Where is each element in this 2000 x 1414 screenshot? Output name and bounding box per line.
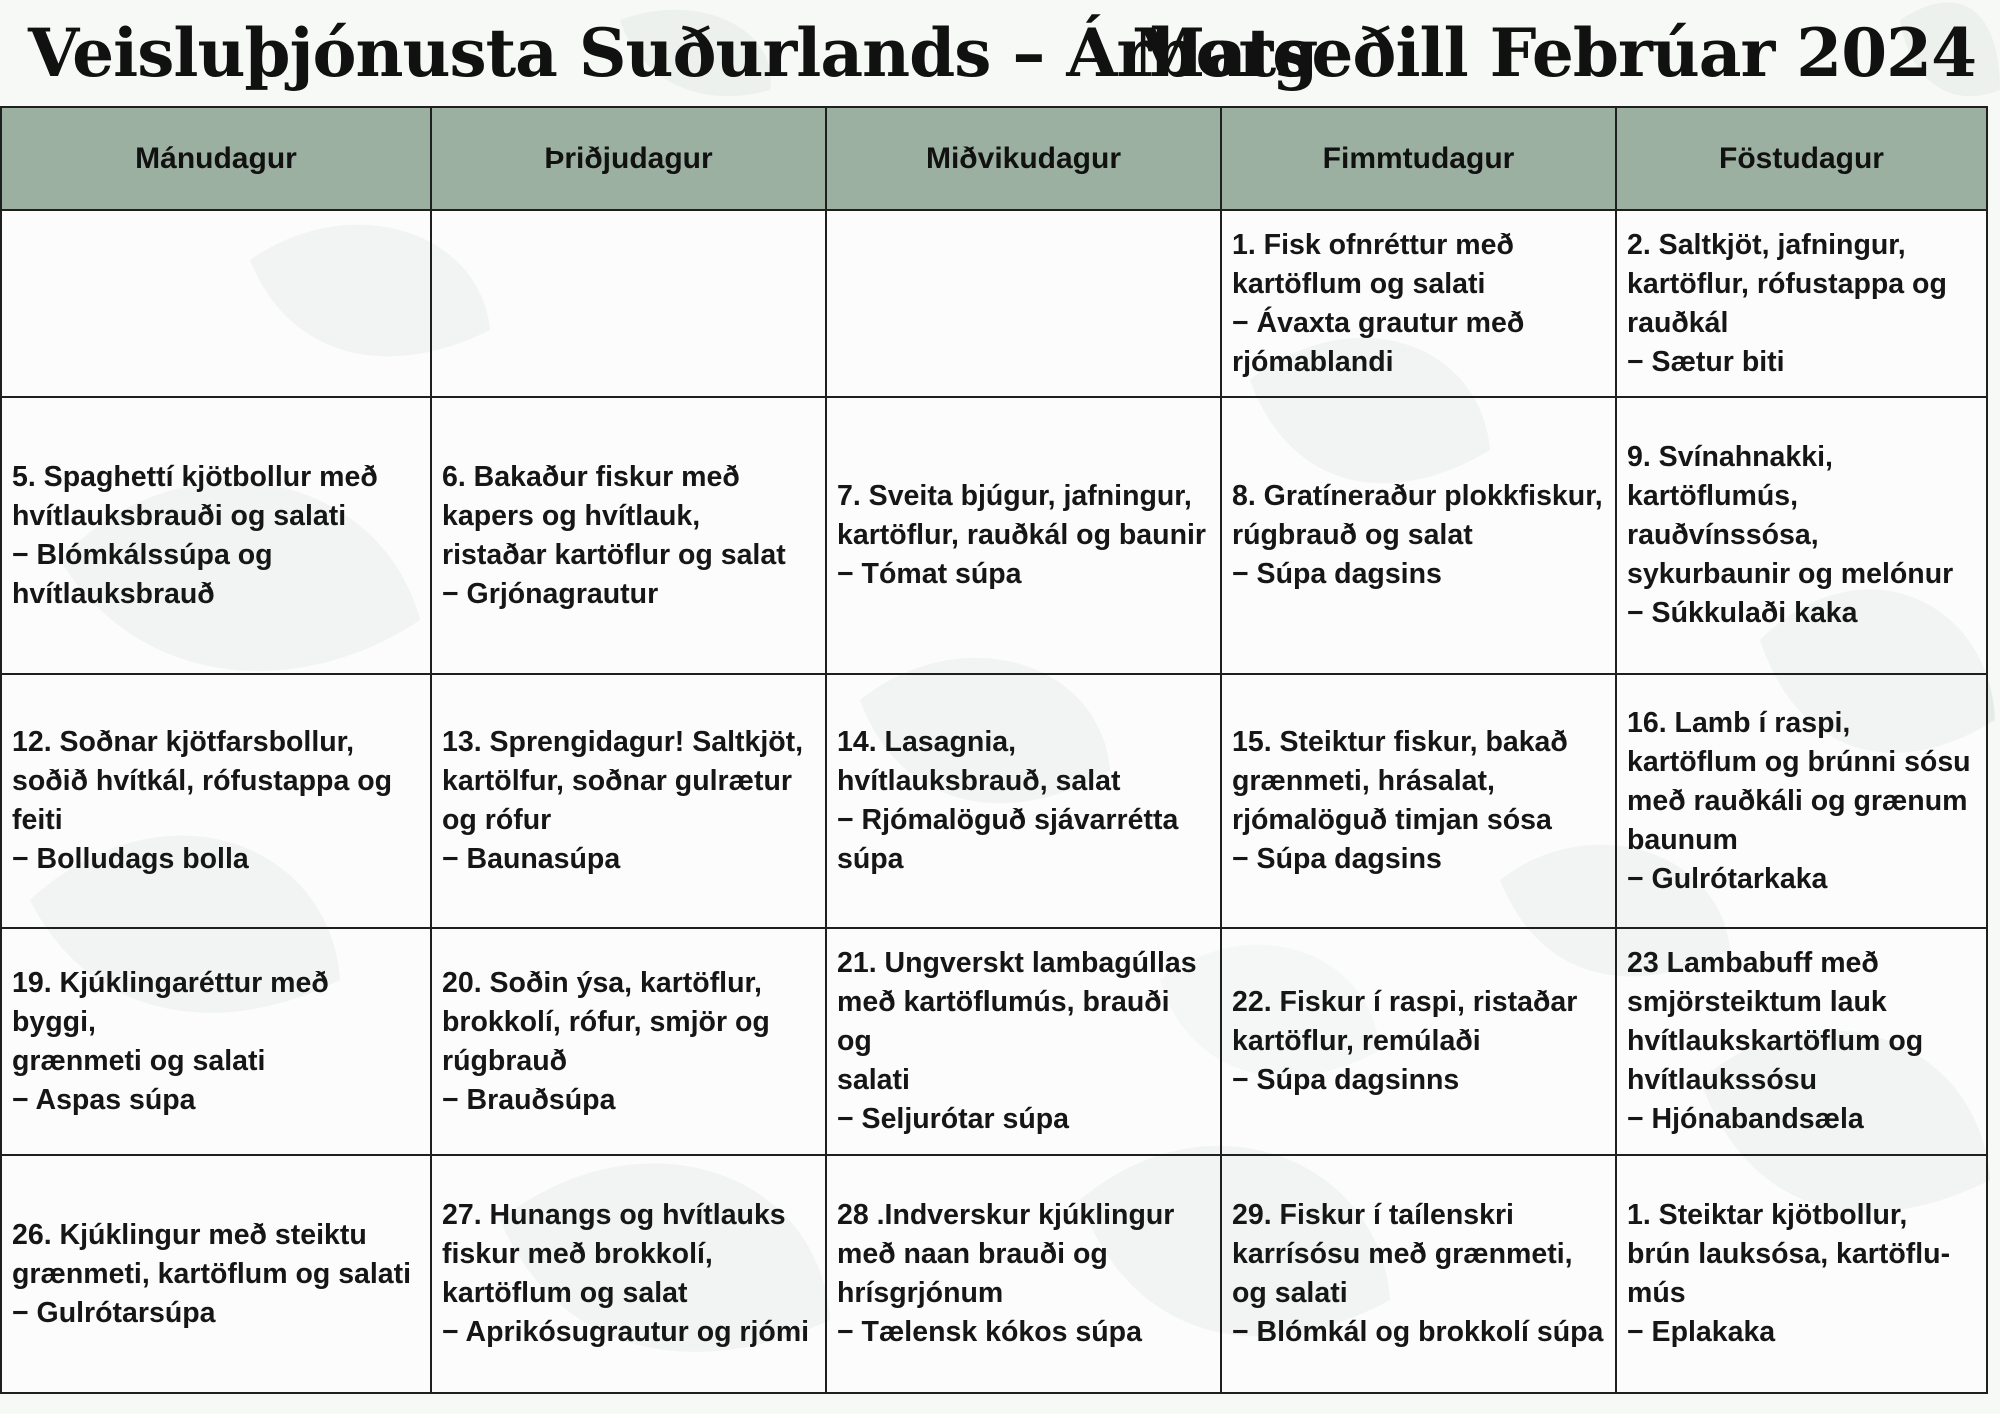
menu-cell (1, 674, 431, 928)
menu-cell (1, 397, 431, 674)
menu-cell (1, 1155, 431, 1393)
menu-cell-text: 8. Gratíneraður plokkfiskur, rúgbrauð og salat − Súpa dagsins (1232, 480, 1603, 590)
menu-cell-text: 27. Hunangs og hvítlauks fiskur með brokkolí, kartöflum og salat − Aprikósugrautur og rjómi (442, 1199, 810, 1348)
menu-cell-text: 1. Steiktar kjötbollur, brún lauksósa, kartöflu- mús − Eplakaka (1627, 1199, 1951, 1348)
menu-cell-text: 19. Kjúklingaréttur með byggi, grænmeti og salati − Aspas súpa (12, 966, 329, 1116)
menu-cell-text: 7. Sveita bjúgur, jafningur, kartöflur, rauðkál og baunir − Tómat súpa (837, 480, 1206, 590)
menu-cell-text: 9. Svínahnakki, kartöflumús, rauðvínssósa, sykurbaunir og melónur − Súkkulaði kaka (1627, 441, 1954, 629)
menu-cell (826, 928, 1221, 1155)
menu-cell-text: 29. Fiskur í taílenskri karrísósu með grænmeti, og salati − Blómkál og brokkolí súpa (1232, 1199, 1604, 1348)
day-header-thursday: Fimmtudagur (1221, 107, 1616, 210)
day-header-tuesday: Þriðjudagur (431, 107, 826, 210)
menu-cell (431, 1155, 826, 1393)
menu-cell (1, 210, 431, 397)
menu-cell (1616, 674, 1987, 928)
menu-cell (431, 928, 826, 1155)
menu-cell (1221, 928, 1616, 1155)
menu-calendar-table (0, 106, 1988, 1394)
week-row (1, 397, 1987, 674)
menu-cell (1, 928, 431, 1155)
menu-cell-text: 6. Bakaður fiskur með kapers og hvítlauk, ristaðar kartöflur og salat − Grjónagrautur (442, 460, 786, 610)
menu-cell (1616, 928, 1987, 1155)
menu-cell-text: 5. Spaghettí kjötbollur með hvítlauksbrauði og salati − Blómkálssúpa og hvítlauksbrauð (12, 460, 378, 610)
menu-cell-text: 26. Kjúklingur með steiktu grænmeti, kartöflum og salati − Gulrótarsúpa (12, 1218, 412, 1329)
menu-cell (431, 397, 826, 674)
menu-cell-text: 16. Lamb í raspi, kartöflum og brúnni sósu með rauðkáli og grænum baunum − Gulrótarkaka (1627, 706, 1971, 895)
day-header-wednesday: Miðvikudagur (826, 107, 1221, 210)
menu-cell (431, 210, 826, 397)
menu-cell (826, 210, 1221, 397)
menu-cell-text: 13. Sprengidagur! Saltkjöt, kartölfur, soðnar gulrætur og rófur − Baunasúpa (442, 726, 804, 875)
menu-cell (826, 674, 1221, 928)
day-header-monday: Mánudagur (1, 107, 431, 210)
week-row (1, 928, 1987, 1155)
menu-cell-text: 21. Ungverskt lambagúllas með kartöflumús, brauði og salati − Seljurótar súpa (837, 947, 1197, 1135)
menu-cell-text: 15. Steiktur fiskur, bakað grænmeti, hrásalat, rjómalöguð timjan sósa − Súpa dagsins (1232, 726, 1568, 875)
menu-cell-text: 2. Saltkjöt, jafningur, kartöflur, rófustappa og rauðkál − Sætur biti (1627, 228, 1947, 378)
menu-cell-text: 14. Lasagnia, hvítlauksbrauð, salat − Rjómalöguð sjávarrétta súpa (837, 726, 1179, 875)
week-row (1, 1155, 1987, 1393)
week-row (1, 674, 1987, 928)
menu-cell (826, 397, 1221, 674)
menu-cell-text: 1. Fisk ofnréttur með kartöflum og salati − Ávaxta grautur með rjómablandi (1232, 228, 1525, 378)
menu-cell-text: 12. Soðnar kjötfarsbollur, soðið hvítkál, rófustappa og feiti − Bolludags bolla (12, 726, 393, 875)
menu-cell (1616, 397, 1987, 674)
company-title: Veisluþjónusta Suðurlands – Árborg (28, 14, 1318, 92)
title-bar (0, 0, 2000, 106)
menu-cell (431, 674, 826, 928)
menu-cell (1221, 210, 1616, 397)
menu-cell-text: 22. Fiskur í raspi, ristaðar kartöflur, remúlaði − Súpa dagsinns (1232, 986, 1578, 1096)
weekday-header-row (1, 107, 1987, 210)
day-header-friday: Föstudagur (1616, 107, 1987, 210)
menu-cell-text: 23 Lambabuff með smjörsteiktum lauk hvítlaukskartöflum og hvítlaukssósu − Hjónabandsæla (1627, 947, 1924, 1135)
menu-cell-text: 20. Soðin ýsa, kartöflur, brokkolí, rófur, smjör og rúgbrauð − Brauðsúpa (442, 966, 770, 1116)
menu-cell (1616, 1155, 1987, 1393)
menu-cell (826, 1155, 1221, 1393)
menu-cell-text: 28 .Indverskur kjúklingur með naan brauði og hrísgrjónum − Tælensk kókos súpa (837, 1199, 1175, 1348)
menu-title: Matseðill Febrúar 2024 (1131, 14, 1976, 92)
menu-cell (1616, 210, 1987, 397)
menu-cell (1221, 397, 1616, 674)
menu-cell (1221, 1155, 1616, 1393)
week-row (1, 210, 1987, 397)
menu-cell (1221, 674, 1616, 928)
